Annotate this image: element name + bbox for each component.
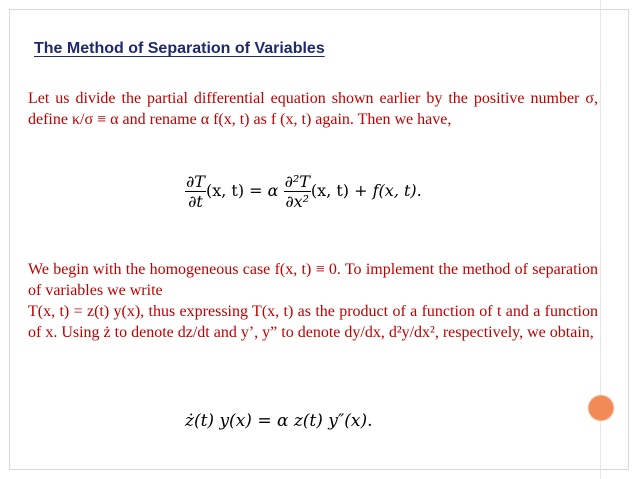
equation-separated: ż(t) y(x) = α z(t) y″(x). — [185, 411, 373, 431]
slide-title — [34, 40, 325, 58]
alpha-symbol: α — [267, 181, 279, 200]
fraction-denominator: ∂x² — [285, 192, 310, 211]
paragraph-homogeneous-line2: T(x, t) = z(t) y(x), thus expressing T(x, t) as the product of a function of t and a function of x. Using ż to denote dz/dt and y’, y” to denote dy/dx, d²y/dx², respectively, we obtain, — [28, 303, 598, 341]
fraction-dT-dt — [185, 172, 206, 211]
slide-title-text: The Method of Separation of Variables — [34, 40, 325, 57]
plus-sign: + — [354, 181, 368, 200]
paragraph-homogeneous-line1: We begin with the homogeneous case f(x, t) ≡ 0. To implement the method of separation of variables we write — [28, 261, 598, 299]
fraction-denominator: ∂t — [188, 192, 203, 211]
accent-circle-icon — [588, 395, 614, 421]
equation-args: (x, t) — [310, 181, 350, 200]
fraction-numerator: ∂T — [186, 172, 205, 191]
fraction-numerator: ∂²T — [284, 172, 310, 191]
slide-frame — [9, 9, 629, 470]
paragraph-intro: Let us divide the partial differential equation shown earlier by the positive number σ, define κ/σ ≡ α and rename α f(x, t) as f (x, t) again. Then we have, — [28, 90, 598, 128]
fraction-d2T-dx2 — [284, 172, 311, 211]
equals-sign: = — [249, 181, 263, 200]
equation-args: (x, t) — [205, 181, 245, 200]
equation-heat — [185, 172, 422, 211]
paragraph-homogeneous — [28, 259, 598, 343]
equation-tail: f(x, t). — [372, 181, 422, 200]
